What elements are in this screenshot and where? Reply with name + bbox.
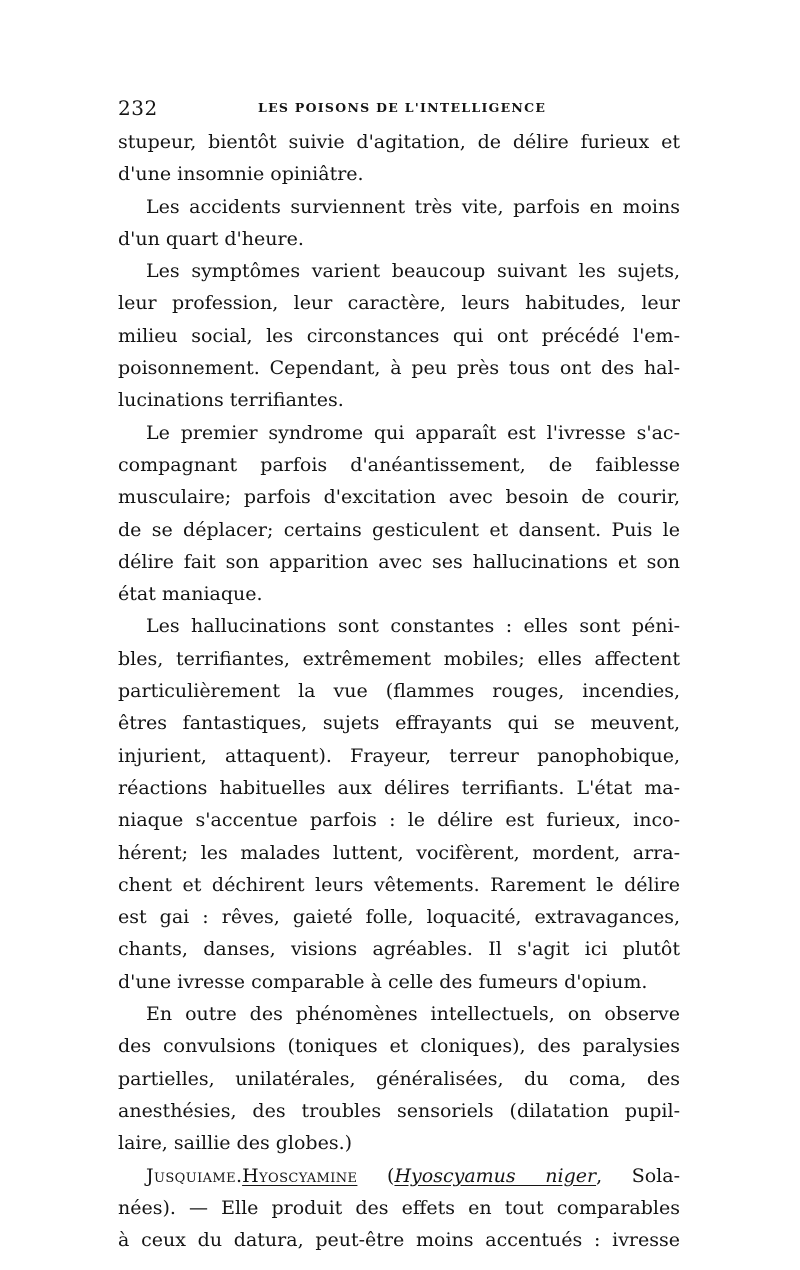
text-line: d'une insomnie opiniâtre. (118, 163, 364, 186)
page-number: 232 (118, 96, 158, 120)
text-line: stupeur, bientôt suivie d'agitation, de délire furieux et (118, 131, 680, 153)
text-line: est gai : rêves, gaieté folle, loquacité, extravagances, (118, 906, 680, 929)
running-title: LES POISONS DE L'INTELLIGENCE (258, 100, 547, 115)
text-line: des convulsions (toniques et cloniques), des paralysies (118, 1035, 680, 1058)
text-line: état maniaque. (118, 583, 263, 606)
text-line: milieu social, les circonstances qui ont précédé l'em- (118, 324, 680, 347)
text-line: poisonnement. Cependant, à peu près tous ont des hal- (118, 357, 680, 380)
text-line: particulièrement la vue (flammes rouges, incendies, (118, 680, 680, 703)
text-line: compagnant parfois d'anéantissement, de faiblesse (118, 453, 680, 476)
text-line: êtres fantastiques, sujets effrayants qui se meuvent, (118, 712, 680, 735)
body-text (118, 126, 680, 1256)
text-line: leur profession, leur caractère, leurs habitudes, leur (118, 292, 680, 315)
text-line: chants, danses, visions agréables. Il s'agit ici plutôt (118, 938, 680, 961)
text-line: de se déplacer; certains gesticulent et dansent. Puis le (118, 518, 680, 541)
alkaloid-name: Hyoscyamine (242, 1164, 358, 1187)
text-line: Les hallucinations sont constantes : elles sont péni- (146, 615, 680, 638)
text-line: Les symptômes varient beaucoup suivant les sujets, (146, 260, 680, 283)
text-line: musculaire; parfois d'excitation avec besoin de courir, (118, 486, 680, 509)
text-line: hérent; les malades luttent, vocifèrent, mordent, arra- (118, 841, 680, 864)
page-header (118, 96, 680, 126)
text-line: partielles, unilatérales, généralisées, du coma, des (118, 1067, 680, 1090)
book-page (118, 96, 680, 1256)
text-line: anesthésies, des troubles sensoriels (dilatation pupil- (118, 1099, 680, 1122)
text-line: nées). — Elle produit des effets en tout comparables (118, 1196, 680, 1219)
text-line: lucinations terrifiantes. (118, 389, 344, 412)
text-line: d'une ivresse comparable à celle des fumeurs d'opium. (118, 970, 648, 993)
text-line: réactions habituelles aux délires terrifiants. L'état ma- (118, 776, 680, 799)
text-line: d'un quart d'heure. (118, 227, 304, 250)
text-line: bles, terrifiantes, extrêmement mobiles; elles affectent (118, 647, 680, 670)
text-line: Le premier syndrome qui apparaît est l'ivresse s'ac- (146, 421, 680, 444)
text-line-jusquiame (118, 1160, 680, 1192)
open-paren: ( (357, 1164, 395, 1187)
text-line: injurient, attaquent). Frayeur, terreur panophobique, (118, 744, 680, 767)
text-line: En outre des phénomènes intellectuels, on observe (146, 1003, 680, 1026)
text-line: laire, saillie des globes.) (118, 1132, 353, 1155)
text-line: Les accidents surviennent très vite, parfois en moins (146, 195, 680, 218)
text-line: niaque s'accentue parfois : le délire est furieux, inco- (118, 809, 680, 832)
paragraph-lines (118, 126, 680, 1160)
latin-name: Hyoscyamus niger (394, 1164, 597, 1187)
text-line: chent et déchirent leurs vêtements. Rarement le délire (118, 873, 680, 896)
separator: . (236, 1164, 243, 1187)
plant-name: Jusquiame (146, 1164, 237, 1187)
closing-lines (118, 1192, 680, 1257)
family-name: , Sola- (596, 1164, 681, 1187)
text-line: à ceux du datura, peut-être moins accentués : ivresse (118, 1229, 680, 1252)
text-line: délire fait son apparition avec ses hallucinations et son (118, 550, 680, 573)
